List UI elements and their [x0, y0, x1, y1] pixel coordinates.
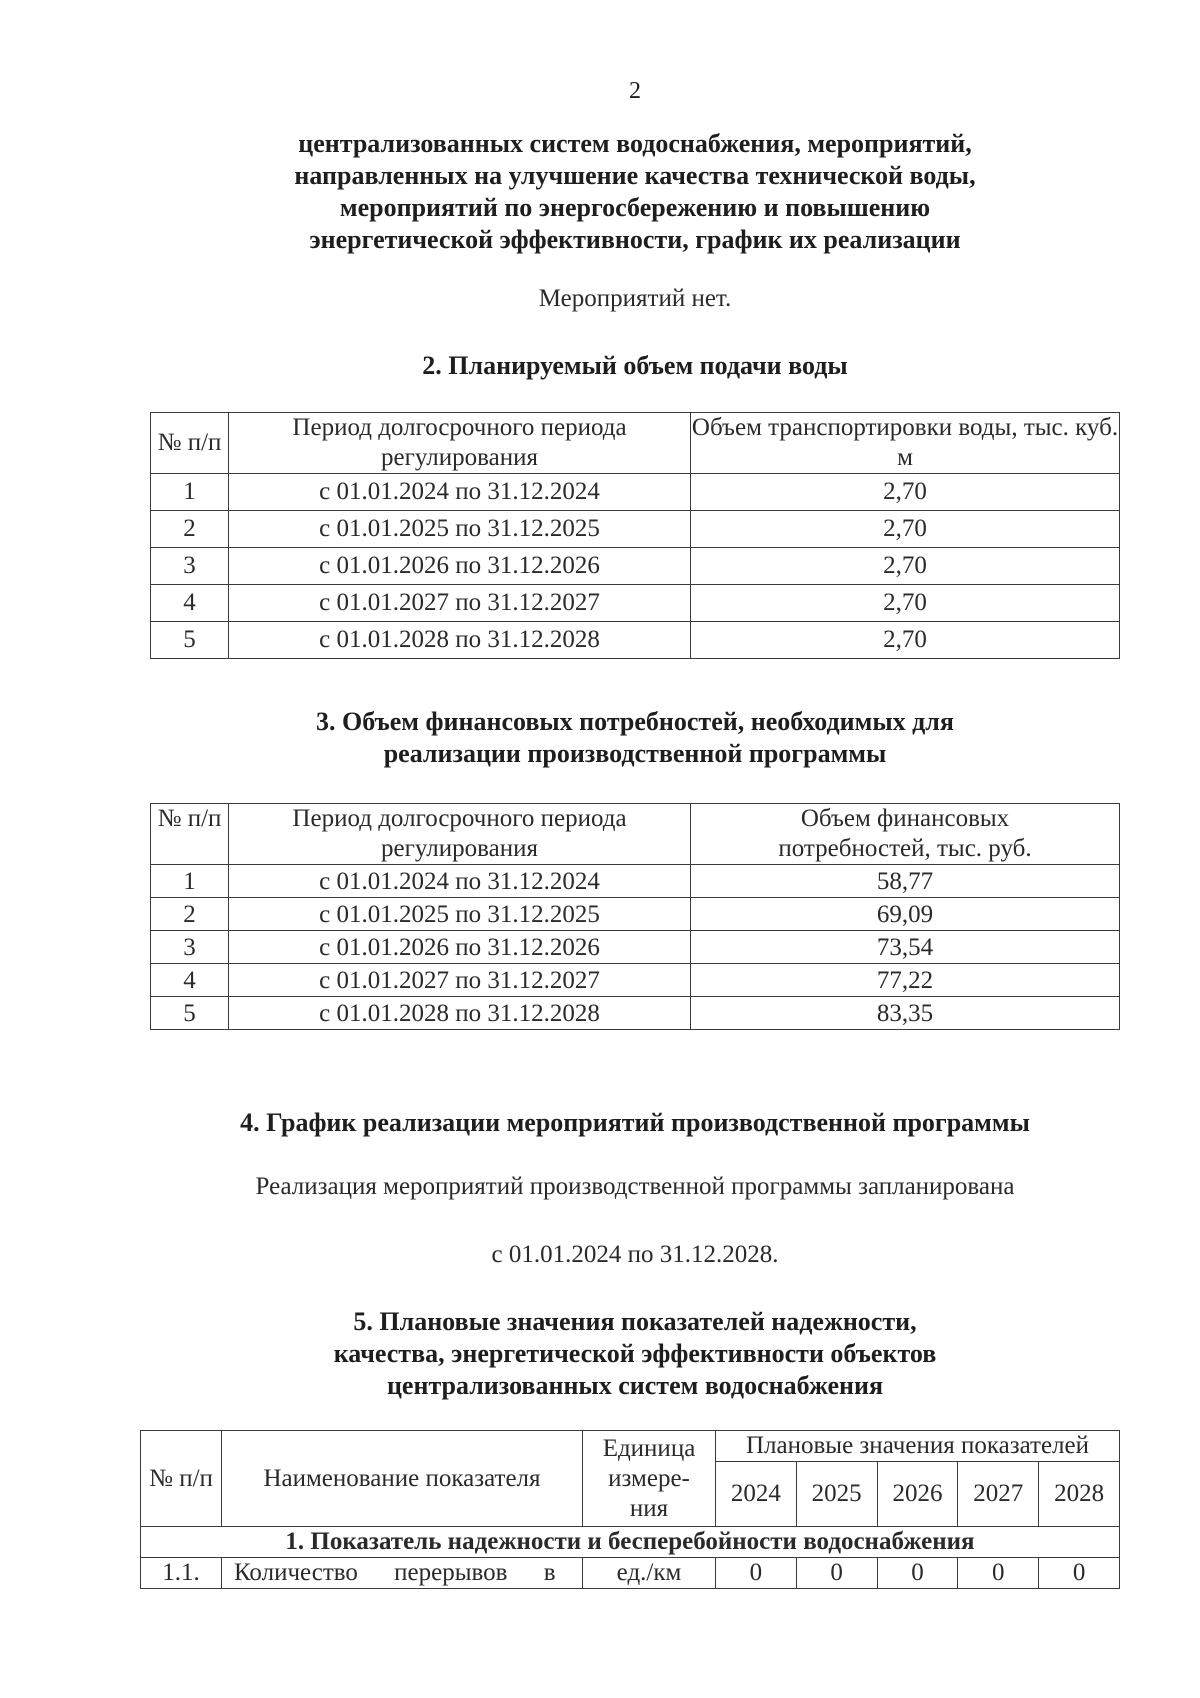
row-num: 5 [151, 997, 229, 1030]
row-value: 0 [796, 1558, 877, 1589]
table-row [151, 474, 1120, 511]
intro-text: Мероприятий нет. [538, 285, 732, 312]
col-header-volume: Объем транспортировки воды, тыс. куб. м [691, 413, 1120, 474]
row-value: 77,22 [691, 964, 1120, 997]
intro-heading-line: мероприятий по энергосбережению и повышению [339, 193, 931, 222]
col-header-num: № п/п [151, 804, 229, 865]
intro-heading-line: энергетической эффективности, график их реализации [309, 225, 961, 254]
row-unit: ед./км [583, 1558, 716, 1589]
row-period: с 01.01.2025 по 31.12.2025 [229, 511, 691, 548]
section4-dates: с 01.01.2024 по 31.12.2028. [491, 1241, 779, 1268]
row-num: 5 [151, 622, 229, 659]
table-row [151, 997, 1120, 1030]
row-period: с 01.01.2028 по 31.12.2028 [229, 997, 691, 1030]
row-period: с 01.01.2027 по 31.12.2027 [229, 964, 691, 997]
section5-title-line: качества, энергетической эффективности объектов [333, 1339, 937, 1368]
row-num: 2 [151, 511, 229, 548]
row-num: 1.1. [141, 1558, 222, 1589]
col-header-period: Период долгосрочного периода регулирования [229, 804, 691, 865]
col-header-year: 2028 [1039, 1462, 1120, 1527]
row-value: 58,77 [691, 865, 1120, 898]
row-num: 4 [151, 964, 229, 997]
row-value: 0 [877, 1558, 958, 1589]
row-period: с 01.01.2024 по 31.12.2024 [229, 865, 691, 898]
row-value: 0 [716, 1558, 797, 1589]
group-header: 1. Показатель надежности и бесперебойности водоснабжения [141, 1527, 1120, 1558]
water-supply-table [150, 412, 1120, 659]
table-row [141, 1558, 1120, 1589]
section2-title: 2. Планируемый объем подачи воды [422, 351, 848, 380]
section3-title-line: 3. Объем финансовых потребностей, необходимых для [316, 707, 954, 736]
row-name: Количество перерывов в [222, 1558, 583, 1589]
section3-title [150, 706, 1120, 770]
section5-title [150, 1306, 1120, 1402]
row-value: 0 [1039, 1558, 1120, 1589]
row-period: с 01.01.2026 по 31.12.2026 [229, 931, 691, 964]
row-period: с 01.01.2025 по 31.12.2025 [229, 898, 691, 931]
row-period: с 01.01.2027 по 31.12.2027 [229, 585, 691, 622]
row-value: 2,70 [691, 474, 1120, 511]
section5-title-line: централизованных систем водоснабжения [386, 1371, 884, 1400]
col-header-year: 2025 [796, 1462, 877, 1527]
row-value: 2,70 [691, 622, 1120, 659]
section4-title: 4. График реализации мероприятий производственной программы [240, 1108, 1030, 1137]
intro-heading-line: направленных на улучшение качества технической воды, [294, 161, 976, 190]
intro-heading-line: централизованных систем водоснабжения, мероприятий, [298, 129, 972, 158]
row-num: 1 [151, 474, 229, 511]
col-header-num: № п/п [151, 413, 229, 474]
section4-text: Реализация мероприятий производственной программы запланирована [255, 1173, 1015, 1200]
section5-title-line: 5. Плановые значения показателей надежности, [353, 1307, 917, 1336]
col-header-num: № п/п [141, 1431, 222, 1527]
row-value: 83,35 [691, 997, 1120, 1030]
row-value: 2,70 [691, 511, 1120, 548]
table-row [151, 548, 1120, 585]
col-header-year: 2026 [877, 1462, 958, 1527]
row-num: 3 [151, 548, 229, 585]
page-number: 2 [629, 78, 641, 104]
table-row [151, 865, 1120, 898]
row-num: 4 [151, 585, 229, 622]
section3-title-line: реализации производственной программы [383, 739, 887, 768]
table-row [151, 511, 1120, 548]
table-row [151, 898, 1120, 931]
row-period: с 01.01.2024 по 31.12.2024 [229, 474, 691, 511]
table-row [151, 964, 1120, 997]
row-value: 0 [958, 1558, 1039, 1589]
table-row [151, 622, 1120, 659]
intro-heading [150, 128, 1120, 256]
row-value: 73,54 [691, 931, 1120, 964]
col-header-finance: Объем финансовых потребностей, тыс. руб. [691, 804, 1120, 865]
row-period: с 01.01.2026 по 31.12.2026 [229, 548, 691, 585]
col-header-year: 2024 [716, 1462, 797, 1527]
table-row [151, 931, 1120, 964]
row-period: с 01.01.2028 по 31.12.2028 [229, 622, 691, 659]
indicators-table [140, 1430, 1120, 1589]
row-num: 1 [151, 865, 229, 898]
table-row [151, 585, 1120, 622]
col-header-period: Период долгосрочного периода регулирования [229, 413, 691, 474]
col-header-name: Наименование показателя [222, 1431, 583, 1527]
row-num: 3 [151, 931, 229, 964]
row-value: 2,70 [691, 548, 1120, 585]
col-header-planned: Плановые значения показателей [716, 1431, 1120, 1462]
row-value: 69,09 [691, 898, 1120, 931]
financial-needs-table [150, 803, 1120, 1030]
row-value: 2,70 [691, 585, 1120, 622]
row-num: 2 [151, 898, 229, 931]
col-header-unit: Единица измере-ния [583, 1431, 716, 1527]
col-header-year: 2027 [958, 1462, 1039, 1527]
